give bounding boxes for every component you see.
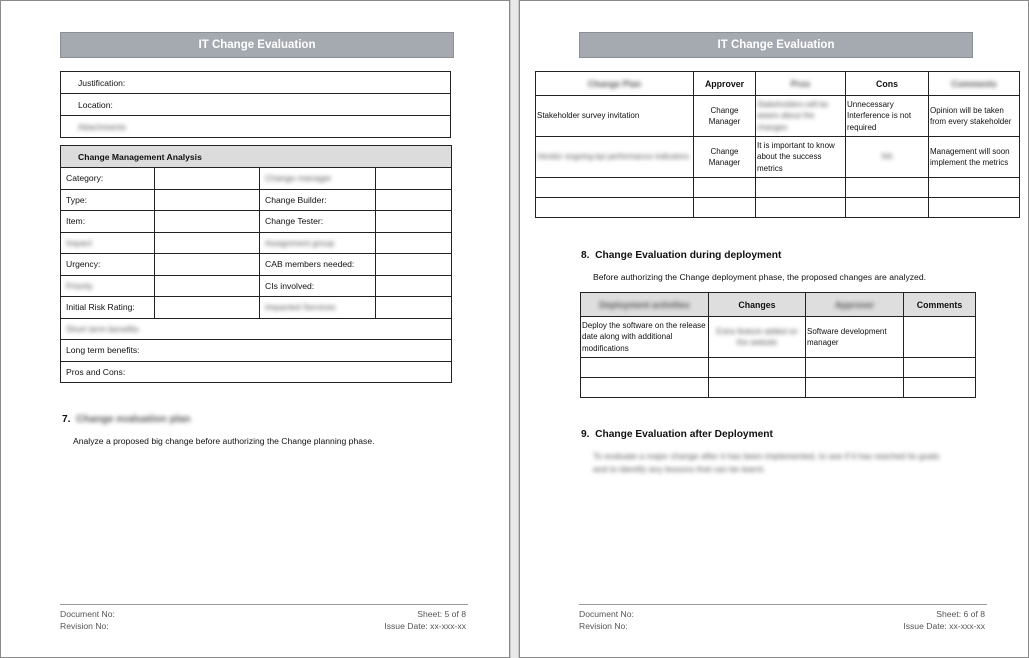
analysis-label: Category: bbox=[61, 168, 155, 190]
footer-divider bbox=[60, 604, 468, 605]
table-cell: Change Manager bbox=[694, 137, 756, 178]
table-row bbox=[581, 378, 976, 398]
pros-cons-table bbox=[535, 71, 1020, 218]
revision-no: Revision No: bbox=[60, 621, 109, 631]
column-header: Pros bbox=[756, 72, 846, 96]
table-cell bbox=[904, 317, 976, 358]
footer-divider bbox=[579, 604, 987, 605]
column-header: Cons bbox=[846, 72, 929, 96]
page-title: IT Change Evaluation bbox=[579, 32, 973, 58]
column-header: Comments bbox=[904, 293, 976, 317]
page-title: IT Change Evaluation bbox=[60, 32, 454, 58]
table-row bbox=[581, 358, 976, 378]
analysis-header: Change Management Analysis bbox=[61, 146, 452, 168]
section-8-body: Before authorizing the Change deployment phase, the proposed changes are analyzed. bbox=[593, 272, 926, 282]
location-label: Location: bbox=[61, 94, 451, 116]
table-row bbox=[536, 137, 1020, 178]
table-cell: Deploy the software on the release date along with additional modifications bbox=[581, 317, 709, 358]
table-cell: Vendor ongoing kpi performance indicators bbox=[536, 137, 694, 178]
sheet-number: Sheet: 5 of 8 bbox=[417, 609, 466, 619]
table-row bbox=[536, 178, 1020, 198]
info-table bbox=[60, 71, 451, 138]
section-9-heading: 9. Change Evaluation after Deployment bbox=[581, 429, 773, 440]
issue-date: Issue Date: xx-xxx-xx bbox=[384, 621, 466, 631]
deployment-table bbox=[580, 292, 976, 398]
pros-cons-label: Pros and Cons: bbox=[61, 361, 452, 383]
document-no: Document No: bbox=[579, 609, 634, 619]
column-header: Change Plan bbox=[536, 72, 694, 96]
section-8-heading: 8. Change Evaluation during deployment bbox=[581, 250, 782, 261]
long-term-benefits-label: Long term benefits: bbox=[61, 340, 452, 362]
analysis-label: Urgency: bbox=[61, 254, 155, 276]
document-page-6 bbox=[519, 0, 1029, 658]
section-9-body-line1: To evaluate a major change after it has been implemented, to see if it has reached its goals bbox=[593, 451, 940, 461]
analysis-label: CIs involved: bbox=[260, 275, 376, 297]
table-cell: Unnecessary Interference is not required bbox=[846, 96, 929, 137]
analysis-label: Change manager bbox=[260, 168, 376, 190]
short-term-benefits-label: Short term benefits bbox=[61, 318, 452, 340]
table-cell: Software development manager bbox=[806, 317, 904, 358]
table-cell: Extra feature added on the website bbox=[709, 317, 806, 358]
analysis-label: Assignment group bbox=[260, 232, 376, 254]
revision-no: Revision No: bbox=[579, 621, 628, 631]
table-row bbox=[581, 317, 976, 358]
analysis-label: Impact bbox=[61, 232, 155, 254]
table-cell: Management will soon implement the metrics bbox=[929, 137, 1020, 178]
column-header: Approver bbox=[806, 293, 904, 317]
analysis-label: Type: bbox=[61, 189, 155, 211]
section-7-body: Analyze a proposed big change before authorizing the Change planning phase. bbox=[73, 436, 375, 446]
analysis-label: Initial Risk Rating: bbox=[61, 297, 155, 319]
analysis-label: CAB members needed: bbox=[260, 254, 376, 276]
attachments-label: Attachments bbox=[61, 116, 451, 138]
table-cell: Opinion will be taken from every stakeholder bbox=[929, 96, 1020, 137]
analysis-label: Priority bbox=[61, 275, 155, 297]
column-header: Approver bbox=[694, 72, 756, 96]
page-gutter bbox=[510, 0, 519, 658]
column-header: Changes bbox=[709, 293, 806, 317]
document-no: Document No: bbox=[60, 609, 115, 619]
table-cell: Stakeholders will be aware about the changes bbox=[756, 96, 846, 137]
document-page-5 bbox=[0, 0, 510, 658]
table-row bbox=[536, 96, 1020, 137]
column-header: Deployment activities bbox=[581, 293, 709, 317]
table-cell: It is important to know about the success metrics bbox=[756, 137, 846, 178]
sheet-number: Sheet: 6 of 8 bbox=[936, 609, 985, 619]
analysis-label: Item: bbox=[61, 211, 155, 233]
table-row bbox=[536, 198, 1020, 218]
change-management-analysis-table bbox=[60, 145, 452, 383]
issue-date: Issue Date: xx-xxx-xx bbox=[903, 621, 985, 631]
analysis-label: Change Builder: bbox=[260, 189, 376, 211]
section-7-heading: 7. Change evaluation plan bbox=[62, 414, 191, 425]
analysis-label: Impacted Services bbox=[260, 297, 376, 319]
table-cell: Stakeholder survey invitation bbox=[536, 96, 694, 137]
section-9-body-line2: and to identify any lessons that can be learnt. bbox=[593, 464, 766, 474]
column-header: Comments bbox=[929, 72, 1020, 96]
table-cell: Change Manager bbox=[694, 96, 756, 137]
analysis-label: Change Tester: bbox=[260, 211, 376, 233]
justification-label: Justification: bbox=[61, 72, 451, 94]
table-cell: NA bbox=[846, 137, 929, 178]
